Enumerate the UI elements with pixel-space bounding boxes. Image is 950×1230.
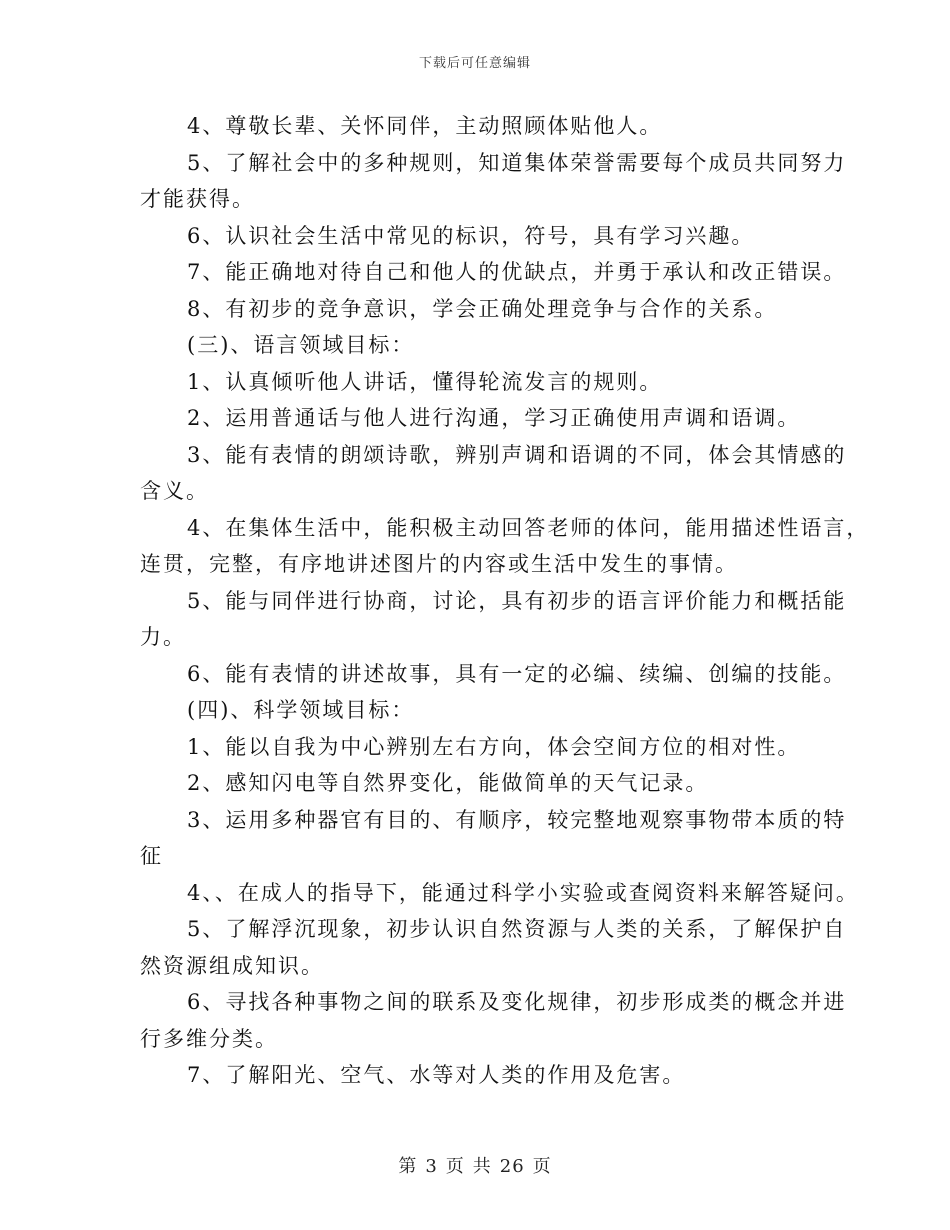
paragraph-line: 然资源组成知识。 (140, 953, 324, 978)
paragraph-line: 2、感知闪电等自然界变化，能做简单的天气记录。 (187, 771, 709, 795)
paragraph-line: 3、能有表情的朗颂诗歌，辨别声调和语调的不同，体会其情感的 (187, 442, 847, 467)
paragraph-line: 1、认真倾听他人讲话，懂得轮流发言的规则。 (187, 369, 663, 394)
paragraph-line: 6、认识社会生活中常见的标识，符号，具有学习兴趣。 (187, 223, 755, 248)
paragraph-line: 7、了解阳光、空气、水等对人类的作用及危害。 (187, 1063, 686, 1087)
footer-label-gong: 共 (472, 1156, 492, 1177)
paragraph-line: 行多维分类。 (140, 1026, 278, 1051)
footer-label-di: 第 (398, 1156, 418, 1177)
paragraph-line: 连贯，完整，有序地讲述图片的内容或生活中发生的事情。 (140, 552, 738, 576)
paragraph-line: 5、了解浮沉现象，初步认识自然资源与人类的关系，了解保护自 (187, 917, 847, 941)
paragraph-line: 4、尊敬长辈、关怀同伴，主动照顾体贴他人。 (187, 114, 663, 138)
section-heading: (三)、语言领域目标： (187, 333, 415, 357)
footer-label-ye-end: 页 (532, 1156, 552, 1177)
paragraph-line: 3、运用多种器官有目的、有顺序，较完整地观察事物带本质的特 (187, 807, 847, 832)
footer-page-current: 3 (425, 1156, 438, 1177)
paragraph-line: 5、能与同伴进行协商，讨论，具有初步的语言评价能力和概括能 (187, 588, 847, 613)
paragraph-line: 4、、在成人的指导下，能通过科学小实验或查阅资料来解答疑问。 (187, 880, 859, 905)
paragraph-line: 2、运用普通话与他人进行沟通，学习正确使用声调和语调。 (187, 406, 801, 430)
paragraph-line: 6、寻找各种事物之间的联系及变化规律，初步形成类的概念并进 (187, 990, 847, 1014)
paragraph-line: 6、能有表情的讲述故事，具有一定的必编、续编、创编的技能。 (187, 661, 847, 686)
paragraph-line: 才能获得。 (140, 187, 255, 211)
paragraph-line: 含义。 (140, 479, 209, 503)
footer-label-ye: 页 (445, 1156, 465, 1177)
paragraph-line: 征 (140, 844, 163, 868)
section-heading: (四)、科学领域目标： (187, 698, 415, 722)
paragraph-line: 7、能正确地对待自己和他人的优缺点，并勇于承认和改正错误。 (187, 260, 847, 284)
paragraph-line: 1、能以自我为中心辨别左右方向，体会空间方位的相对性。 (187, 734, 801, 759)
document-body (140, 108, 870, 1094)
paragraph-line: 力。 (140, 625, 186, 649)
paragraph-line: 8、有初步的竞争意识，学会正确处理竞争与合作的关系。 (187, 296, 778, 321)
paragraph-line: 5、了解社会中的多种规则，知道集体荣誉需要每个成员共同努力 (187, 150, 847, 175)
footer-page-total: 26 (499, 1156, 525, 1177)
page-footer (0, 1152, 950, 1178)
paragraph-line: 4、在集体生活中，能积极主动回答老师的体问，能用描述性语言， (187, 515, 870, 540)
header-note: 下载后可任意编辑 (418, 56, 531, 71)
